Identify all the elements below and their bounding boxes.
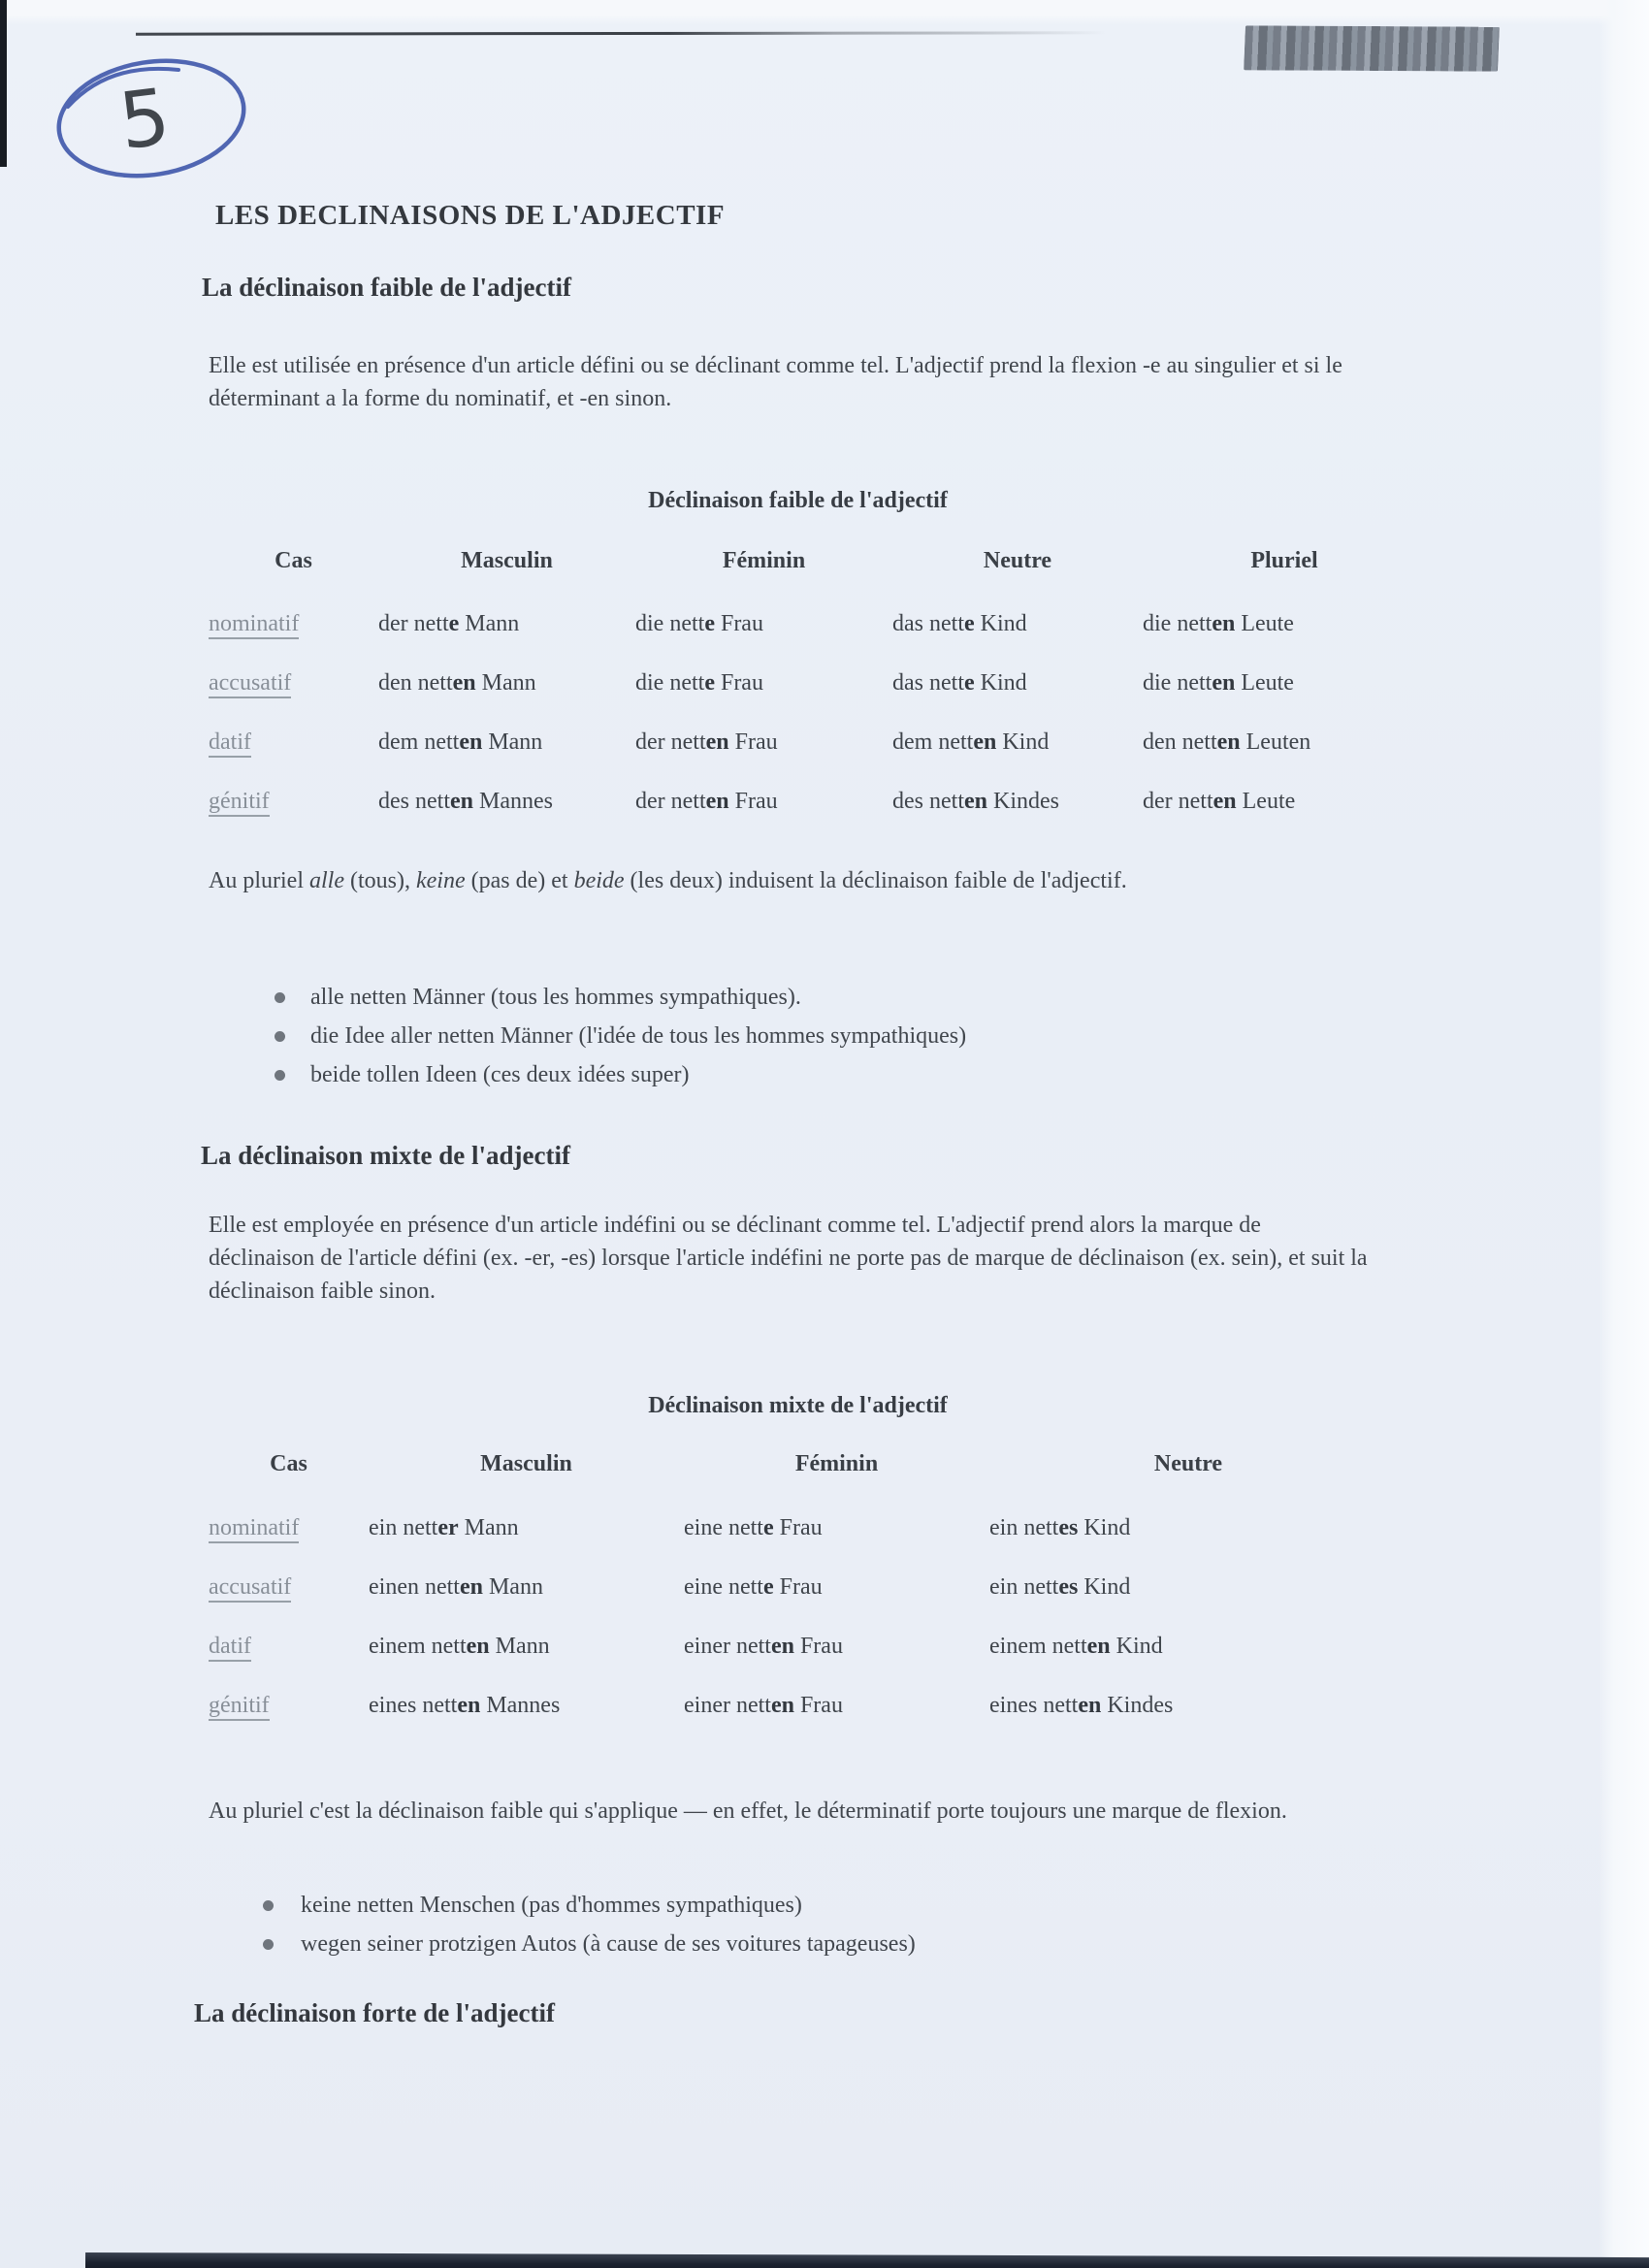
- column-header-neutre: Neutre: [983, 548, 1052, 573]
- table-cell: dem netten Mann: [378, 729, 543, 755]
- table-header-row: [209, 1451, 1387, 1515]
- list-item: alle netten Männer (tous les hommes sympathiques).: [209, 978, 966, 1017]
- case-label: nominatif: [209, 611, 378, 637]
- mixed-table-title: Déclinaison mixte de l'adjectif: [648, 1393, 948, 1418]
- scan-edge-top: [0, 0, 1649, 25]
- table-cell: die netten Leute: [1143, 670, 1294, 696]
- column-header-cas: Cas: [275, 548, 312, 573]
- case-label: génitif: [209, 789, 378, 815]
- strong-declension-heading: La déclinaison forte de l'adjectif: [194, 1998, 555, 2027]
- table-cell: der netten Leute: [1143, 789, 1296, 814]
- table-cell: einer netten Frau: [684, 1634, 843, 1659]
- table-cell: einem netten Kind: [989, 1634, 1163, 1659]
- scan-smudge-artifact: [1244, 25, 1500, 71]
- table-header-row: [209, 548, 1426, 611]
- table-cell: einer netten Frau: [684, 1693, 843, 1718]
- case-label: datif: [209, 1634, 369, 1660]
- table-cell: ein nettes Kind: [989, 1574, 1131, 1600]
- table-cell: das nette Kind: [892, 670, 1027, 696]
- scan-line-artifact: [136, 31, 1106, 35]
- table-row: [209, 1634, 1387, 1693]
- scan-bottom-edge: [85, 2252, 1649, 2268]
- weak-declension-table: [209, 548, 1426, 848]
- scan-edge-right: [1599, 0, 1649, 2268]
- column-header-féminin: Féminin: [794, 1451, 879, 1476]
- weak-plural-note: Au pluriel alle (tous), keine (pas de) et beide (les deux) induisent la déclinaison faible de l'adjectif.: [209, 868, 1127, 893]
- page-number: 5: [114, 71, 175, 168]
- column-header-féminin: Féminin: [722, 548, 806, 573]
- list-item: wegen seiner protzigen Autos (à cause de ses voitures tapageuses): [209, 1925, 916, 1963]
- table-cell: eine nette Frau: [684, 1515, 823, 1540]
- table-cell: der nette Mann: [378, 611, 520, 636]
- column-header-neutre: Neutre: [1153, 1451, 1223, 1476]
- table-cell: eine nette Frau: [684, 1574, 823, 1600]
- weak-examples-list: [209, 978, 966, 1094]
- weak-declension-intro: Elle est utilisée en présence d'un article défini ou se déclinant comme tel. L'adjectif prend la flexion -e au singulier et si le déterminant a la forme du nominatif, et -en sinon.: [209, 353, 1342, 411]
- list-item: beide tollen Ideen (ces deux idées super): [209, 1055, 966, 1094]
- column-header-masculin: Masculin: [480, 1451, 572, 1476]
- mixed-declension-table: [209, 1451, 1387, 1752]
- case-label: génitif: [209, 1693, 369, 1719]
- table-row: [209, 1574, 1387, 1634]
- column-header-pluriel: Pluriel: [1250, 548, 1318, 573]
- table-cell: der netten Frau: [635, 729, 778, 755]
- table-cell: die nette Frau: [635, 611, 763, 636]
- table-cell: den netten Mann: [378, 670, 536, 696]
- table-cell: des netten Mannes: [378, 789, 553, 814]
- table-cell: das nette Kind: [892, 611, 1027, 636]
- list-item: keine netten Menschen (pas d'hommes sympathiques): [209, 1886, 916, 1925]
- mixed-plural-note: Au pluriel c'est la déclinaison faible qui s'applique — en effet, le déterminatif porte toujours une marque de flexion.: [209, 1798, 1287, 1824]
- table-cell: einem netten Mann: [369, 1634, 550, 1659]
- table-cell: die nette Frau: [635, 670, 763, 696]
- table-cell: eines netten Kindes: [989, 1693, 1174, 1718]
- case-label: accusatif: [209, 670, 378, 697]
- column-header-cas: Cas: [270, 1451, 307, 1476]
- table-row: [209, 1515, 1387, 1574]
- mixed-declension-intro: Elle est employée en présence d'un article indéfini ou se déclinant comme tel. L'adjectif prend alors la marque de déclinaison de l'article défini (ex. -er, -es) lorsque l'article indéfini ne porte pas de marque de déclinaison (ex. sein), et suit la déclinaison faible sinon.: [209, 1213, 1368, 1304]
- table-row: [209, 729, 1426, 789]
- document-title: LES DECLINAISONS DE L'ADJECTIF: [215, 200, 726, 231]
- table-row: [209, 611, 1426, 670]
- table-cell: den netten Leuten: [1143, 729, 1311, 755]
- table-cell: ein netter Mann: [369, 1515, 519, 1540]
- table-cell: ein nettes Kind: [989, 1515, 1131, 1540]
- scan-corner-shadow: [0, 0, 7, 167]
- case-label: accusatif: [209, 1574, 369, 1601]
- table-row: [209, 670, 1426, 729]
- mixed-declension-heading: La déclinaison mixte de l'adjectif: [201, 1141, 570, 1170]
- table-cell: die netten Leute: [1143, 611, 1294, 636]
- weak-declension-heading: La déclinaison faible de l'adjectif: [202, 273, 571, 302]
- table-cell: der netten Frau: [635, 789, 778, 814]
- list-item: die Idee aller netten Männer (l'idée de tous les hommes sympathiques): [209, 1017, 966, 1055]
- table-cell: einen netten Mann: [369, 1574, 543, 1600]
- table-cell: des netten Kindes: [892, 789, 1059, 814]
- column-header-masculin: Masculin: [461, 548, 553, 573]
- mixed-examples-list: [209, 1886, 916, 1963]
- table-cell: dem netten Kind: [892, 729, 1050, 755]
- case-label: nominatif: [209, 1515, 369, 1541]
- weak-table-title: Déclinaison faible de l'adjectif: [648, 488, 948, 513]
- table-cell: eines netten Mannes: [369, 1693, 561, 1718]
- handwritten-page-number-circle: [50, 45, 254, 190]
- case-label: datif: [209, 729, 378, 756]
- table-row: [209, 789, 1426, 848]
- table-row: [209, 1693, 1387, 1752]
